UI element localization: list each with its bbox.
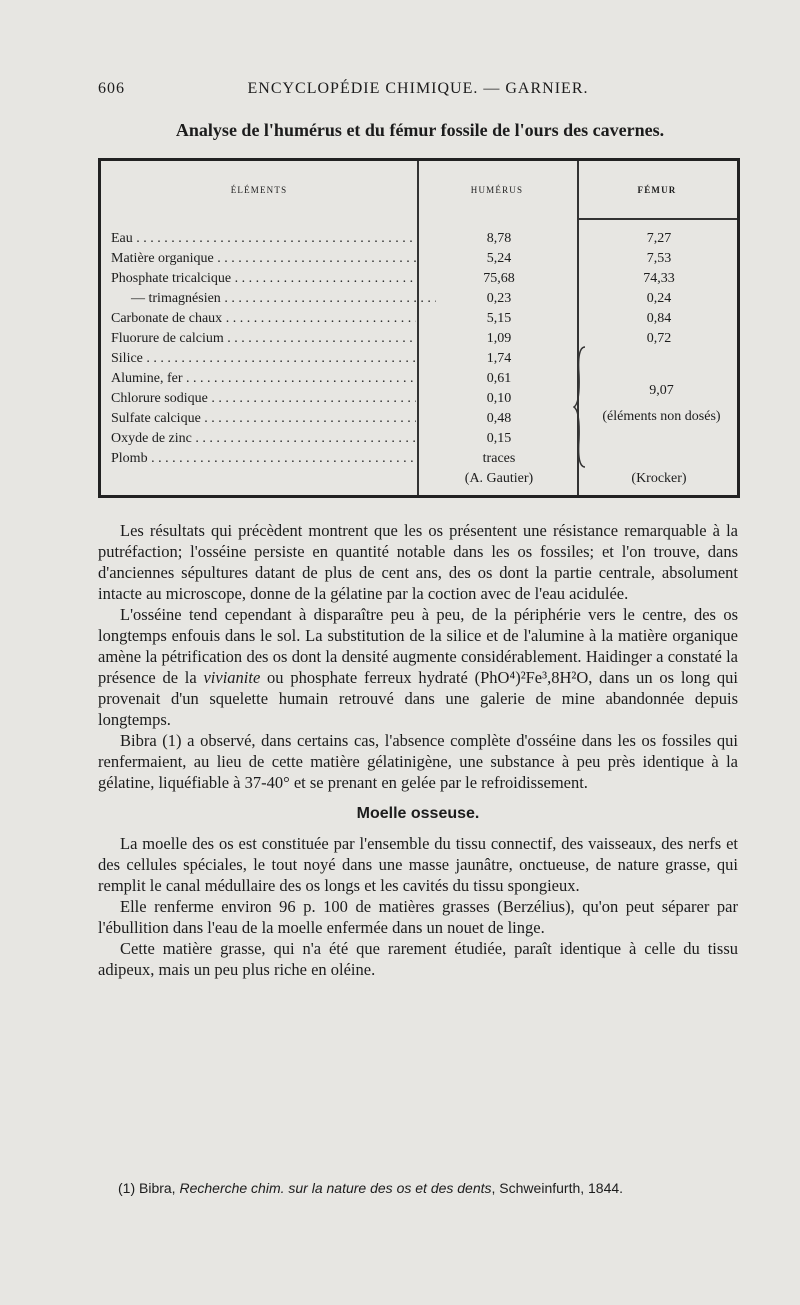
body-text: [98, 520, 738, 980]
curly-brace-icon: [573, 345, 589, 469]
table-row: [101, 431, 741, 451]
table-row: [101, 271, 741, 291]
table-row: [101, 231, 741, 251]
humerus-value: 0,48: [486, 411, 512, 426]
table-title: Analyse de l'humérus et du fémur fossile de l'ours des cavernes.: [175, 120, 665, 140]
row-label: Sulfate calcique . . .: [111, 411, 416, 427]
paragraph: La moelle des os est constituée par l'ensemble du tissu connectif, des vaisseaux, des nerfs et des cellules spéciales, le tout noyé dans une masse jaunâtre, onctueuse, de nature grasse, qui remplit le canal médullaire des os longs et les cavités du tissu spongieux.: [98, 834, 738, 895]
page-number: 606: [98, 80, 125, 97]
header-rule: [577, 218, 737, 220]
femur-value: 0,24: [646, 291, 672, 306]
femur-value: 0,84: [646, 311, 672, 326]
row-label: Matière organique . . .: [111, 251, 416, 267]
humerus-value: 1,09: [486, 331, 512, 346]
analysis-table: [98, 158, 740, 498]
femur-group-value: 9,07: [649, 383, 674, 398]
row-label: Eau . . .: [111, 231, 416, 247]
paragraph: Cette matière grasse, qui n'a été que rarement étudiée, paraît identique à celle du tissu adipeux, mais un peu plus riche en oléine.: [98, 939, 738, 979]
header-humerus: HUMÉRUS: [470, 185, 524, 195]
paragraph: Elle renferme environ 96 p. 100 de matières grasses (Berzélius), qu'on peut séparer par l'ébullition dans l'eau de la moelle enfermée dans un nouet de linge.: [98, 897, 738, 937]
femur-value: 0,72: [646, 331, 672, 346]
femur-value: 74,33: [643, 271, 675, 286]
table-row: [101, 351, 741, 371]
row-label: Fluorure de calcium . . .: [111, 331, 416, 347]
row-label: Chlorure sodique . . .: [111, 391, 416, 407]
humerus-value: 1,74: [486, 351, 512, 366]
paragraph: L'osséine tend cependant à disparaître peu à peu, de la périphérie vers le centre, des os longtemps enfouis dans le sol. La substitution de la silice et de l'alumine à la matière organique amène la pétrification des os dont la densité augmente considérablement. Haidinger a constaté la présence de la vivianite ou phosphate ferreux hydraté (PhO⁴)²Fe³,8H²O, dans un os long qui provenait d'un squelette humain retrouvé dans une galerie de mine abandonnée depuis longtemps.: [98, 605, 738, 729]
humerus-value: 75,68: [483, 271, 515, 286]
table-row: [101, 291, 741, 311]
row-label: Phosphate tricalcique . . .: [111, 271, 416, 287]
humerus-value: 0,15: [486, 431, 512, 446]
row-label: Silice . . .: [111, 351, 416, 367]
row-label: Plomb . . .: [111, 451, 416, 467]
humerus-value: 0,61: [486, 371, 512, 386]
humerus-value: 0,10: [486, 391, 512, 406]
humerus-value: 0,23: [486, 291, 512, 306]
row-label: Alumine, fer . . .: [111, 371, 416, 387]
footnote: (1) Bibra, Recherche chim. sur la nature des os et des dents, Schweinfurth, 1844.: [118, 1180, 624, 1196]
femur-value: 7,27: [646, 231, 672, 246]
humerus-value: 5,15: [486, 311, 512, 326]
row-label: Carbonate de chaux . . .: [111, 311, 416, 327]
mineral-name: vivianite: [203, 668, 261, 687]
running-title: ENCYCLOPÉDIE CHIMIQUE. — GARNIER.: [247, 80, 589, 97]
paragraph: Les résultats qui précèdent montrent que les os présentent une résistance remarquable à la putréfaction; l'osséine persiste en quantité notable dans les os fossiles; et l'on trouve, dans d'anciennes sépultures datant de plus de cent ans, des os dont la partie centrale, absolument intacte au microscope, donne de la gélatine par la coction avec de l'eau acidulée.: [98, 521, 738, 603]
header-femur: FÉMUR: [637, 185, 677, 195]
table-row: [101, 331, 741, 351]
femur-value: 7,53: [646, 251, 672, 266]
humerus-value: 8,78: [486, 231, 512, 246]
table-row: [101, 311, 741, 331]
humerus-source: (A. Gautier): [464, 471, 534, 486]
footnote-work-title: Recherche chim. sur la nature des os et des dents: [179, 1180, 492, 1196]
paragraph: Bibra (1) a observé, dans certains cas, l'absence complète d'osséine dans les os fossiles qui renfermaient, au lieu de cette matière gélatinigène, une substance à peu près identique à la gélatine, liquéfiable à 37-40° et se prenant en gelée par le refroidissement.: [98, 731, 738, 792]
header-elements: ÉLÉMENTS: [230, 185, 288, 195]
section-title: Moelle osseuse.: [356, 805, 480, 822]
running-head: [98, 80, 738, 104]
table-row: [101, 451, 741, 471]
table-row: [101, 251, 741, 271]
femur-group-note: (éléments non dosés): [602, 409, 721, 424]
humerus-value: traces: [482, 451, 516, 466]
femur-source: (Krocker): [631, 471, 687, 486]
table-row: [101, 471, 741, 491]
row-label: Oxyde de zinc . . .: [111, 431, 416, 447]
humerus-value: 5,24: [486, 251, 512, 266]
row-label: — trimagnésien . . .: [111, 291, 436, 307]
